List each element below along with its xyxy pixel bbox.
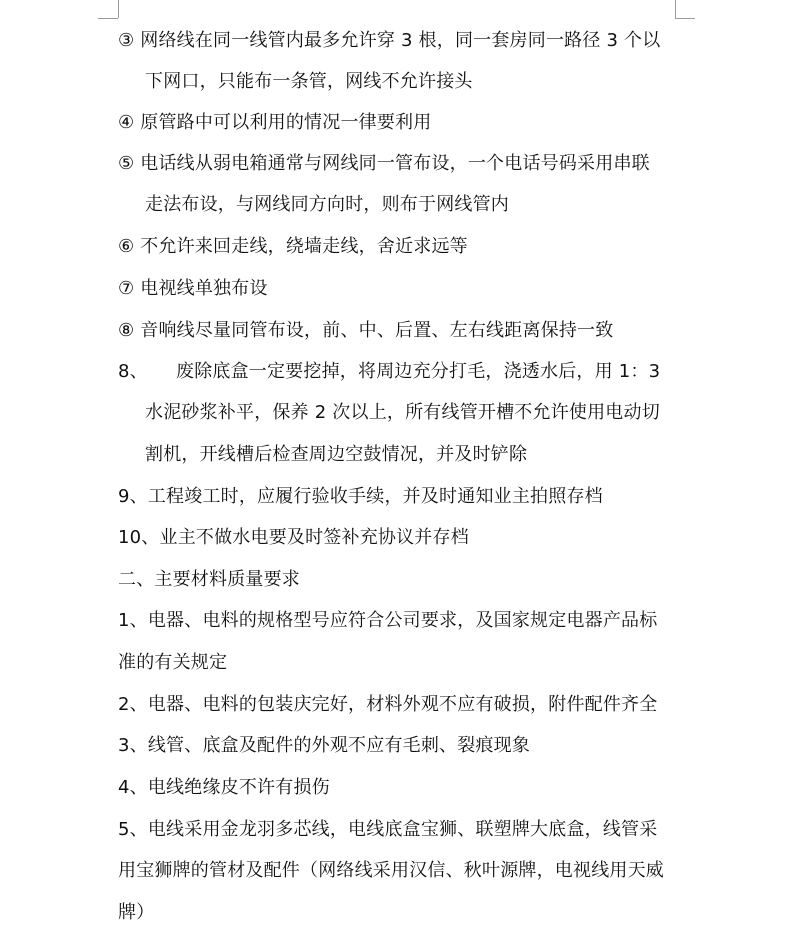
text-line: 4、电线绝缘皮不许有损伤 — [118, 777, 330, 798]
text-line: ⑤ 电话线从弱电箱通常与网线同一管布设，一个电话号码采用串联 — [118, 153, 650, 174]
crop-mark-right-horizontal — [675, 18, 695, 19]
list-text: 废除底盒一定要挖掉，将周边充分打毛，浇透水后，用 1：3 — [176, 361, 661, 382]
text-line: ③ 网络线在同一线管内最多允许穿 3 根，同一套房同一路径 3 个以 — [118, 30, 661, 51]
text-line: 3、线管、底盒及配件的外观不应有毛刺、裂痕现象 — [118, 735, 531, 756]
text-line: ⑥ 不允许来回走线，绕墙走线，舍近求远等 — [118, 236, 468, 257]
text-line: 走法布设，与网线同方向时，则布于网线管内 — [145, 194, 509, 215]
text-line: 5、电线采用金龙羽多芯线，电线底盒宝狮、联塑牌大底盒，线管采 — [118, 819, 658, 840]
text-line: 用宝狮牌的管材及配件（网络线采用汉信、秋叶源牌，电视线用天威 — [118, 860, 664, 881]
text-line: 牌） — [118, 902, 155, 923]
text-line: 水泥砂浆补平，保养 2 次以上，所有线管开槽不允许使用电动切 — [145, 402, 660, 423]
text-line — [118, 360, 660, 384]
text-line: 2、电器、电料的包装庆完好，材料外观不应有破损，附件配件齐全 — [118, 694, 658, 715]
text-line: 9、工程竣工时，应履行验收手续，并及时通知业主拍照存档 — [118, 486, 603, 507]
text-line: ④ 原管路中可以利用的情况一律要利用 — [118, 112, 432, 133]
text-line: 10、业主不做水电要及时签补充协议并存档 — [118, 527, 469, 548]
text-line: ⑦ 电视线单独布设 — [118, 278, 268, 299]
text-line: ⑧ 音响线尽量同管布设，前、中、后置、左右线距离保持一致 — [118, 320, 614, 341]
section-heading: 二、主要材料质量要求 — [118, 569, 300, 590]
text-line: 1、电器、电料的规格型号应符合公司要求，及国家规定电器产品标 — [118, 610, 658, 631]
text-line: 割机，开线槽后检查周边空鼓情况，并及时铲除 — [145, 444, 528, 465]
crop-mark-right-vertical — [675, 0, 676, 18]
text-line: 下网口，只能布一条管，网线不允许接头 — [145, 71, 473, 92]
text-line: 准的有关规定 — [118, 652, 228, 673]
crop-mark-left-horizontal — [98, 18, 118, 19]
crop-mark-left-vertical — [118, 0, 119, 18]
list-number: 8、 — [118, 361, 148, 382]
